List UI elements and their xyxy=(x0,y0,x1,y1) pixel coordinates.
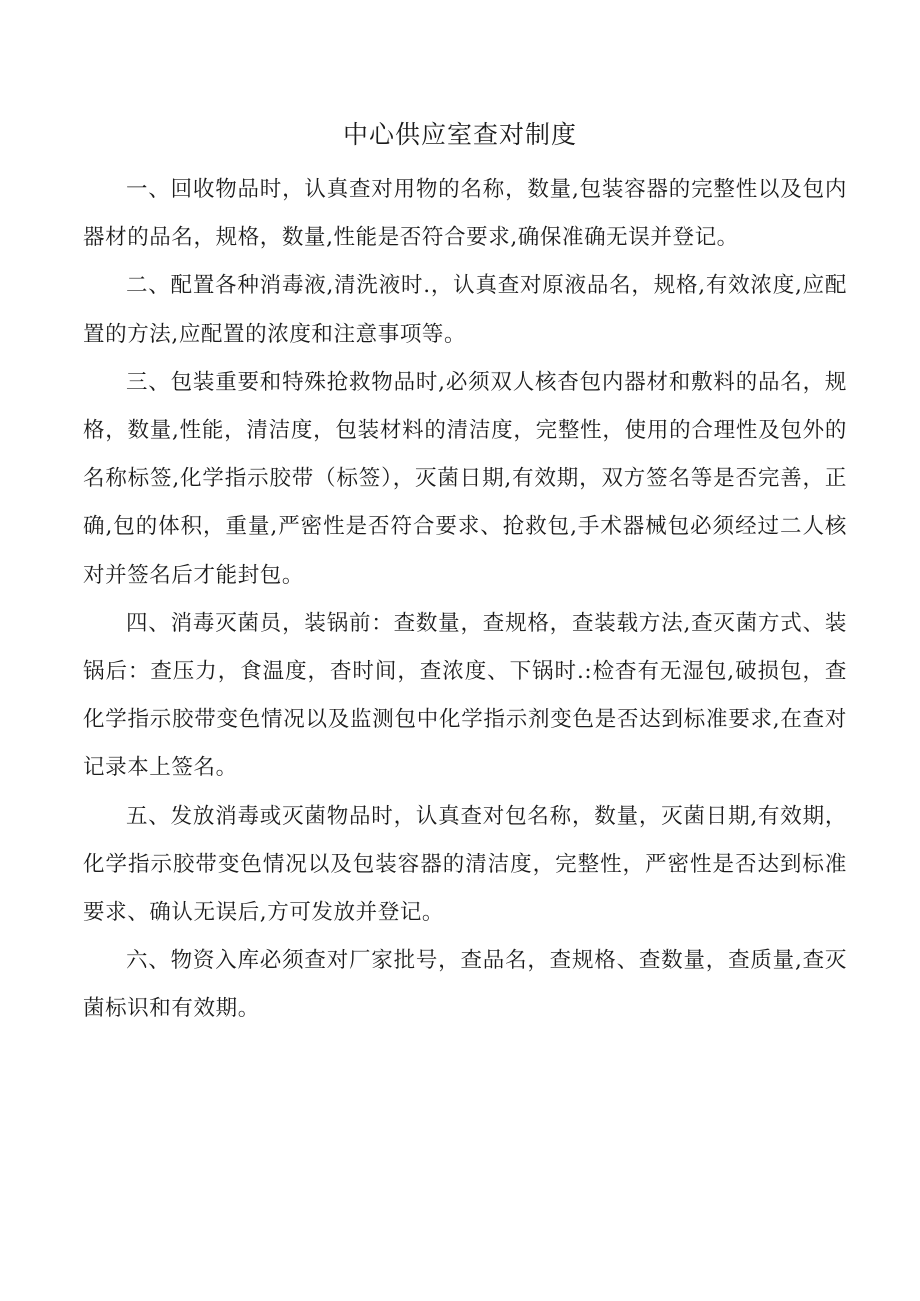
paragraph-4: 四、消毒灭菌员，装锅前：查数量，查规格，查装载方法,查灭菌方式、装锅后：查压力，食温度，杳时间，查浓度、下锅时.:检杳有无湿包,破损包，查化学指示胶带变色情况以及监测包中化学指示剂变色是否达到标准要求,在查对记录本上签名。 xyxy=(83,610,847,781)
paragraph-3: 三、包装重要和特殊抢救物品时,必须双人核杳包内器材和敷料的品名，规格，数量,性能，清洁度，包装材料的清洁度，完整性，使用的合理性及包外的名称标签,化学指示胶带（标签），灭菌日期,有效期，双方签名等是否完善，正确,包的体积，重量,严密性是否符合要求、抢救包,手术器械包必须经过二人核对并签名后才能封包。 xyxy=(83,369,847,588)
paragraph-5: 五、发放消毒或灭菌物品时，认真查对包名称，数量，灭菌日期,有效期，化学指示胶带变色情况以及包装容器的清洁度，完整性，严密性是否达到标准要求、确认无误后,方可发放并登记。 xyxy=(83,803,847,926)
document-body xyxy=(83,166,847,1034)
document-title: 中心供应室查对制度 xyxy=(342,120,577,149)
paragraph-6: 六、物资入库必须查对厂家批号，查品名，查规格、查数量，查质量,查灭菌标识和有效期。 xyxy=(83,948,847,1022)
paragraph-2: 二、配置各种消毒液,清洗液时.，认真查对原液品名，规格,有效浓度,应配置的方法,应配置的浓度和注意事项等。 xyxy=(83,273,847,347)
paragraph-1: 一、回收物品时，认真查对用物的名称，数量,包装容器的完整性以及包内器材的品名，规格，数量,性能是否符合要求,确保准确无误并登记。 xyxy=(83,177,847,251)
